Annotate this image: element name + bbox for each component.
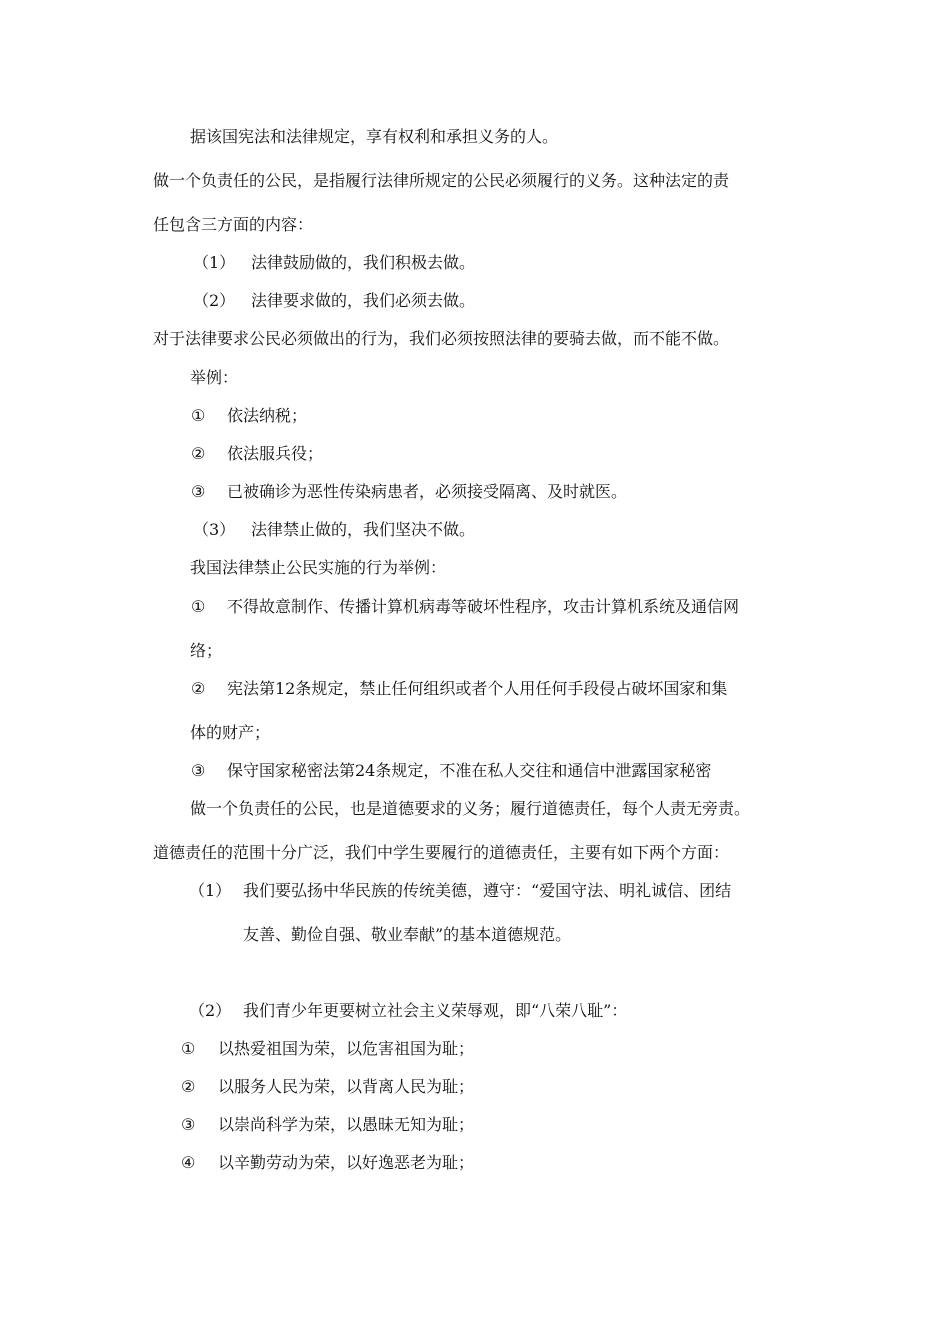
text-line: 我国法律禁止公民实施的行为举例：: [190, 558, 447, 577]
list-marker: ①: [181, 1039, 196, 1058]
text-line: 道德责任的范围十分广泛，我们中学生要履行的道德责任，主要有如下两个方面：: [153, 843, 730, 862]
list-number: （1）: [189, 881, 232, 900]
list-number: （2）: [193, 291, 236, 310]
list-item-text: 法律禁止做的，我们坚决不做。: [251, 520, 476, 539]
list-item-text: 以热爱祖国为荣，以危害祖国为耻；: [218, 1039, 475, 1058]
list-item-text: 法律鼓励做的，我们积极去做。: [251, 253, 476, 272]
list-number: （1）: [193, 253, 236, 272]
list-item-text: 依法服兵役；: [227, 444, 324, 463]
list-item-text: 以服务人民为荣，以背离人民为耻；: [218, 1077, 475, 1096]
list-item-text: 体的财产；: [190, 723, 271, 742]
list-number: （2）: [189, 1001, 232, 1020]
text-line: 举例：: [190, 368, 239, 387]
list-marker: ④: [181, 1153, 196, 1172]
list-marker: ③: [191, 482, 206, 501]
list-item-text: 络；: [190, 641, 223, 660]
list-item-text: 以崇尚科学为荣，以愚昧无知为耻；: [218, 1115, 475, 1134]
list-item-text: 以辛勤劳动为荣，以好逸恶老为耻；: [218, 1153, 475, 1172]
list-item-text: 已被确诊为恶性传染病患者，必须接受隔离、及时就医。: [227, 482, 628, 501]
text-line: 做一个负责任的公民，是指履行法律所规定的公民必须履行的义务。这种法定的责: [153, 171, 730, 190]
list-marker: ②: [191, 679, 206, 698]
list-item-text: 宪法第12条规定，禁止任何组织或者个人用任何手段侵占破坏国家和集: [227, 679, 728, 698]
list-item-text: 友善、勤俭自强、敬业奉献”的基本道德规范。: [243, 925, 572, 944]
list-number: （3）: [193, 520, 236, 539]
list-marker: ②: [181, 1077, 196, 1096]
text-line: 对于法律要求公民必须做出的行为，我们必须按照法律的要骑去做，而不能不做。: [153, 329, 730, 348]
text-line: 做一个负责任的公民，也是道德要求的义务；履行道德责任，每个人责无旁责。: [190, 799, 751, 818]
list-item-text: 法律要求做的，我们必须去做。: [251, 291, 476, 310]
text-line: 任包含三方面的内容：: [153, 215, 314, 234]
list-marker: ①: [191, 597, 206, 616]
list-marker: ③: [181, 1115, 196, 1134]
text-line: 据该国宪法和法律规定，享有权利和承担义务的人。: [190, 127, 559, 146]
list-item-text: 依法纳税；: [227, 406, 308, 425]
list-marker: ③: [191, 761, 206, 780]
list-item-text: 不得故意制作、传播计算机病毒等破坏性程序，攻击计算机系统及通信网: [227, 597, 740, 616]
list-marker: ②: [191, 444, 206, 463]
list-marker: ①: [191, 406, 206, 425]
list-item-text: 保守国家秘密法第24条规定，不准在私人交往和通信中泄露国家秘密: [227, 761, 712, 780]
list-item-text: 我们要弘扬中华民族的传统美德，遵守：“爱国守法、明礼诚信、团结: [243, 881, 732, 900]
list-item-text: 我们青少年更要树立社会主义荣辱观，即“八荣八耻”：: [243, 1001, 628, 1020]
